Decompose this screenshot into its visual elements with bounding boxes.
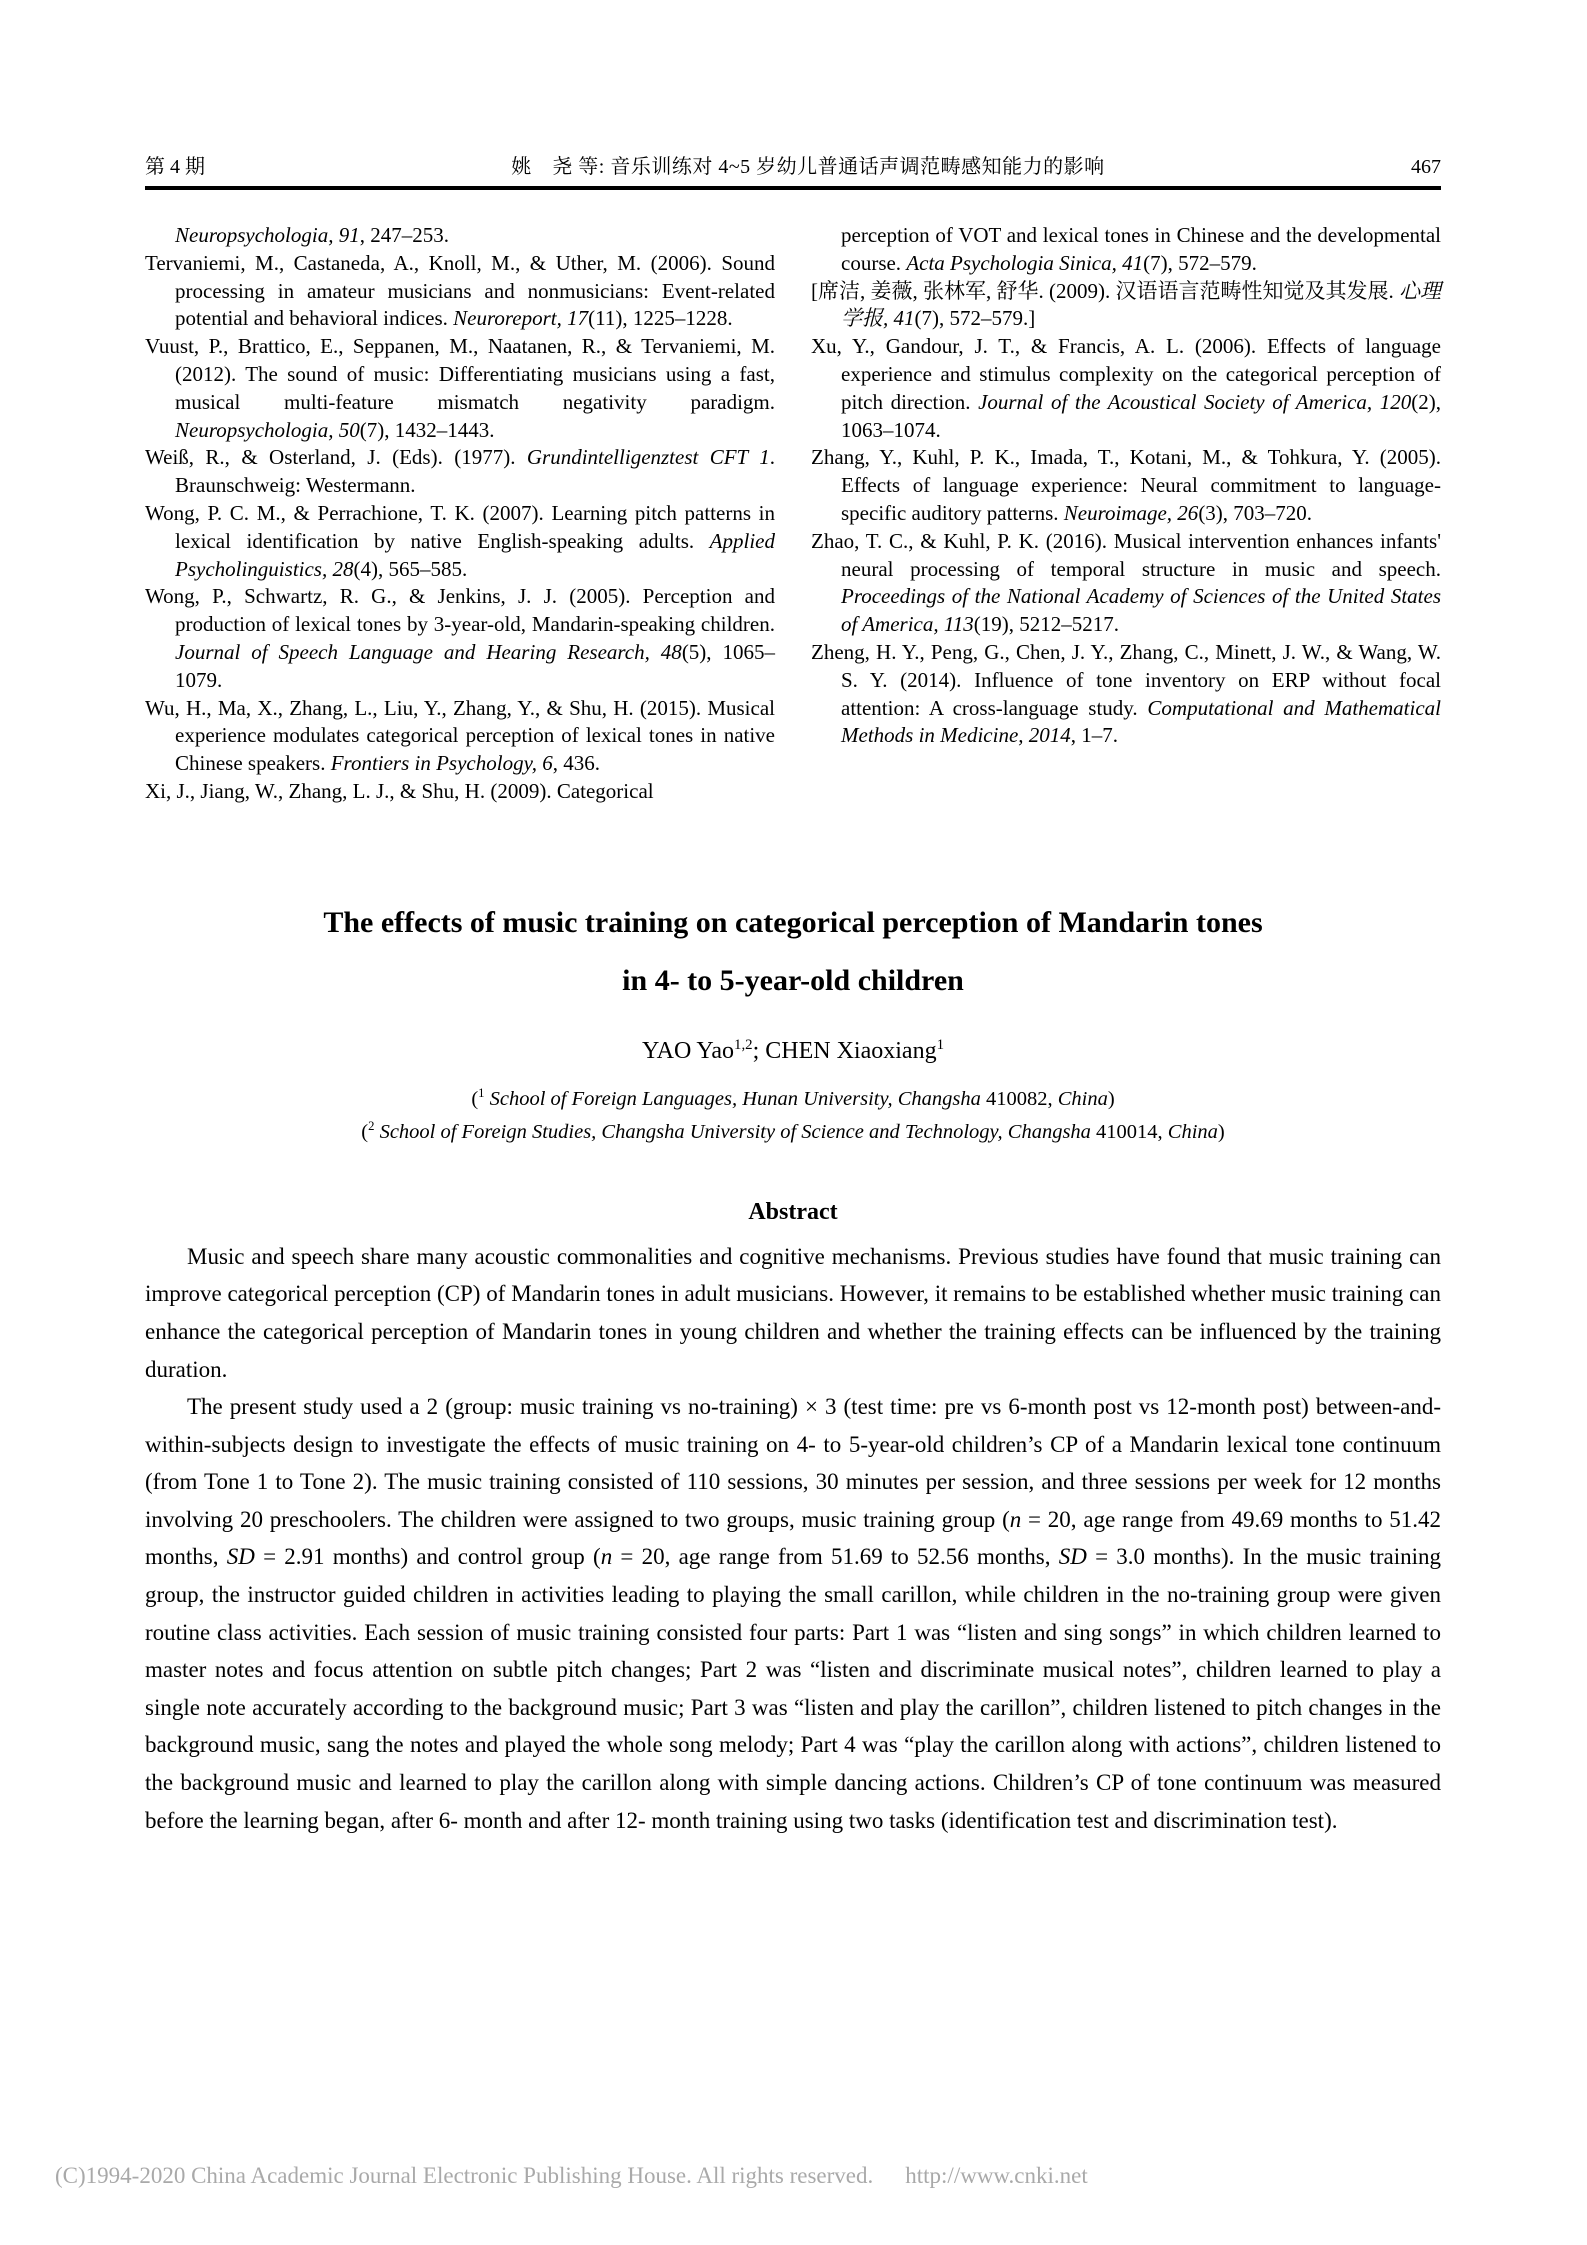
reference-item: [席洁, 姜薇, 张林军, 舒华. (2009). 汉语语言范畴性知觉及其发展. 心理学报, 41(7), 572–579.] (811, 278, 1442, 331)
reference-item: Neuropsychologia, 91, 247–253. (175, 223, 449, 247)
authors-line: YAO Yao$^{1,2}$; CHEN Xiaoxiang$^1$ (641, 1036, 945, 1064)
reference-item: Zhao, T. C., & Kuhl, P. K. (2016). Musical intervention enhances infants' neural processing of temporal structure in music and speech. Proceedings of the National Academy of Sciences of the United States of America, 113(19), 5212–5217. (811, 528, 1441, 637)
page-header (145, 150, 1441, 179)
page-footer (55, 2163, 1088, 2189)
abstract-body (145, 1238, 1441, 1840)
reference-item: perception of VOT and lexical tones in Chinese and the developmental course. Acta Psychologia Sinica, 41(7), 572–579. (841, 223, 1441, 275)
journal-issue: 第 4 期 (145, 156, 205, 178)
affiliation-line-2: ($^2$ School of Foreign Studies, Changsha University of Science and Technology, Changsha 410014, China) (361, 1118, 1225, 1143)
footer-url: http://www.cnki.net (905, 2163, 1088, 2188)
page-number: 467 (1410, 156, 1441, 178)
page-content (145, 0, 1441, 1839)
reference-item: Xi, J., Jiang, W., Zhang, L. J., & Shu, H. (2009). Categorical (145, 778, 654, 803)
references-right-column (811, 222, 1441, 806)
article-title-line1: The effects of music training on categorical perception of Mandarin tones (323, 905, 1263, 939)
affiliation-line-1: ($^1$ School of Foreign Languages, Hunan University, Changsha 410082, China) (471, 1085, 1115, 1110)
article-title (145, 894, 1441, 1010)
reference-item: Wu, H., Ma, X., Zhang, L., Liu, Y., Zhang, Y., & Shu, H. (2015). Musical experience modulates categorical perception of lexical tones in native Chinese speakers. Frontiers in Psychology, 6, 436. (145, 695, 775, 776)
abstract-heading: Abstract (748, 1198, 838, 1225)
abstract-paragraph-1: Music and speech share many acoustic commonalities and cognitive mechanisms. Previous studies have found that music training can improve categorical perception (CP) of Mandarin tones in adult musicians. However, it remains to be established whether music training can enhance the categorical perception of Mandarin tones in young children and whether the training effects can be influenced by the training duration. (145, 1243, 1441, 1382)
running-title: 姚 尧 等: 音乐训练对 4~5 岁幼儿普通话声调范畴感知能力的影响 (511, 156, 1105, 178)
reference-item: Tervaniemi, M., Castaneda, A., Knoll, M., & Uther, M. (2006). Sound processing in amateur musicians and nonmusicians: Event-related potential and behavioral indices. Neuroreport, 17(11), 1225–1228. (145, 250, 775, 331)
references-left-column (145, 222, 775, 806)
copyright-text: (C)1994-2020 China Academic Journal Electronic Publishing House. All rights reserved. (55, 2163, 874, 2188)
reference-item: Xu, Y., Gandour, J. T., & Francis, A. L. (2006). Effects of language experience and stimulus complexity on the categorical perception of pitch direction. Journal of the Acoustical Society of America, 120(2), 1063–1074. (811, 334, 1441, 442)
header-rule (145, 186, 1441, 190)
references-section (145, 222, 1441, 806)
reference-item: Wong, P., Schwartz, R. G., & Jenkins, J. J. (2005). Perception and production of lexical tones by 3-year-old, Mandarin-speaking children. Journal of Speech Language and Hearing Research, 48(5), 1065–1079. (145, 584, 775, 692)
reference-item: Vuust, P., Brattico, E., Seppanen, M., Naatanen, R., & Tervaniemi, M. (2012). The sound of music: Differentiating musicians using a fast, musical multi-feature mismatch negativity paradigm. Neuropsychologia, 50(7), 1432–1443. (145, 334, 775, 442)
reference-item: Wong, P. C. M., & Perrachione, T. K. (2007). Learning pitch patterns in lexical identification by native English-speaking adults. Applied Psycholinguistics, 28(4), 565–585. (145, 500, 775, 581)
abstract-paragraph-2: The present study used a 2 (group: music training vs no-training) × 3 (test time: pre vs 6-month post vs 12-month post) between-and-within-subjects design to investigate the effects of music training on 4- to 5-year-old children’s CP of a Mandarin lexical tone continuum (from Tone 1 to Tone 2). The music training consisted of 110 sessions, 30 minutes per session, and three sessions per week for 12 months involving 20 preschoolers. The children were assigned to two groups, music training group (n = 20, age range from 49.69 months to 51.42 months, SD = 2.91 months) and control group (n = 20, age range from 51.69 to 52.56 months, SD = 3.0 months). In the music training group, the instructor guided children in activities leading to playing the small carillon, while children in the no-training group were given routine class activities. Each session of music training consisted four parts: Part 1 was “listen and sing songs” in which children learned to master notes and focus attention on subtle pitch changes; Part 2 was “listen and discriminate musical notes”, children learned to play a single note accurately according to the background music; Part 3 was “listen and play the carillon”, children listened to pitch changes in the background music, sang the notes and played the whole song melody; Part 4 was “play the carillon along with actions”, children listened to the background music and learned to play the carillon along with simple dancing actions. Children’s CP of tone continuum was measured before the learning began, after 6- month and after 12- month training using two tasks (identification test and discrimination test). (145, 1394, 1442, 1833)
reference-item: Zheng, H. Y., Peng, G., Chen, J. Y., Zhang, C., Minett, J. W., & Wang, W. S. Y. (2014). Influence of tone inventory on ERP without focal attention: A cross-language study. Computational and Mathematical Methods in Medicine, 2014, 1–7. (811, 639, 1441, 748)
reference-item: Weiß, R., & Osterland, J. (Eds). (1977). Grundintelligenztest CFT 1. Braunschweig: Westermann. (145, 445, 775, 498)
affiliations (145, 1083, 1441, 1149)
article-title-line2: in 4- to 5-year-old children (622, 963, 964, 997)
reference-item: Zhang, Y., Kuhl, P. K., Imada, T., Kotani, M., & Tohkura, Y. (2005). Effects of language experience: Neural commitment to language-specific auditory patterns. Neuroimage, 26(3), 703–720. (811, 445, 1441, 525)
